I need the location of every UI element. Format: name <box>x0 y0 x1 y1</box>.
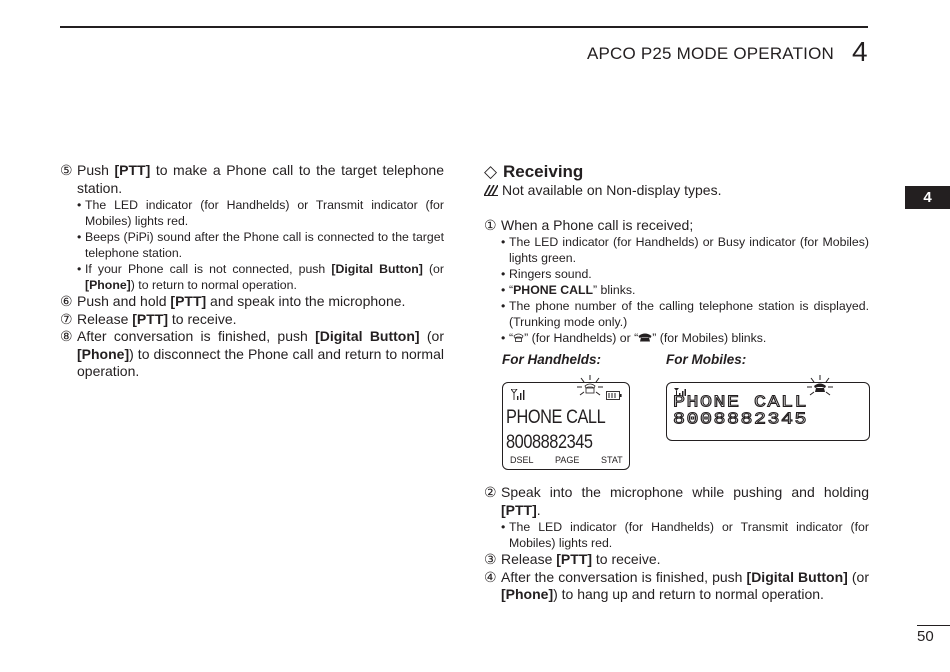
lcd-line-phone-call: PHONE CALL <box>506 407 606 428</box>
bullet-item <box>484 298 869 330</box>
header-rule <box>60 26 868 28</box>
handheld-phone-icon <box>576 375 604 401</box>
step-number-icon: ④ <box>484 568 497 585</box>
emphasis-text: [Digital Button] <box>331 262 423 276</box>
body-text: The LED indicator (for Handhelds) or Transmit indicator (for Mobiles) lights red. <box>85 198 444 228</box>
section-title: Receiving <box>503 162 584 181</box>
step-item <box>60 293 444 311</box>
step-number-icon: ① <box>484 216 497 233</box>
handheld-lcd-display <box>502 382 630 470</box>
body-text: Release <box>501 551 557 567</box>
mobile-phone-icon <box>638 331 652 345</box>
left-column <box>60 162 444 381</box>
emphasis-text: [PTT] <box>170 293 207 309</box>
mobile-lcd-display <box>666 382 870 441</box>
emphasis-text: [PTT] <box>132 310 169 327</box>
battery-icon <box>606 391 622 400</box>
bullet-icon: • <box>77 230 82 244</box>
emphasis-text: [PTT] <box>114 162 151 178</box>
bullet-icon: • <box>501 520 506 534</box>
bullet-item <box>60 261 444 293</box>
body-text: to receive. <box>592 551 661 567</box>
right-column <box>484 162 869 346</box>
body-text: The phone number of the calling telephone station is displayed. (Trunking mode only.) <box>509 299 869 329</box>
emphasis-text: [PTT] <box>501 501 537 518</box>
softkey-stat: STAT <box>601 455 623 465</box>
emphasis-text: [Digital Button] <box>746 568 848 585</box>
softkey-dsel: DSEL <box>510 455 534 465</box>
body-text: Push and hold <box>77 293 171 309</box>
body-text: ) to hang up and return to normal operation. <box>553 586 824 602</box>
body-text: (or <box>847 568 870 585</box>
lcd-line-phone-number: 8008882345 <box>506 432 593 453</box>
body-text: ) to return to normal operation. <box>130 278 297 292</box>
bullet-item <box>60 229 444 261</box>
chapter-side-tab: 4 <box>905 186 950 209</box>
body-text: The LED indicator (for Handhelds) or Transmit indicator (for Mobiles) lights red. <box>509 520 869 550</box>
bullet-icon: • <box>501 331 506 345</box>
step-item <box>60 162 444 197</box>
body-text: ” (for Mobiles) blinks. <box>652 331 767 345</box>
bullet-icon: • <box>501 235 506 249</box>
lcd-line-phone-call: PHONE CALL <box>673 393 809 413</box>
bullet-icon: • <box>77 198 82 212</box>
emphasis-text: [Digital Button] <box>315 328 420 344</box>
emphasis-text: [Phone] <box>501 586 554 602</box>
step-item <box>484 484 869 519</box>
emphasis-text: PHONE CALL <box>513 283 594 297</box>
availability-note <box>484 182 869 200</box>
mobile-phone-icon <box>806 375 834 401</box>
chapter-number: 4 <box>852 36 868 67</box>
step-number-icon: ⑦ <box>60 310 73 327</box>
body-text: Release <box>77 310 133 327</box>
body-text: (or <box>419 328 444 344</box>
step-number-icon: ② <box>484 484 497 500</box>
body-text: If your Phone call is not connected, push <box>85 262 332 276</box>
signal-strength-icon <box>511 389 525 400</box>
page-header-title: APCO P25 MODE OPERATION <box>586 44 834 63</box>
step-number-icon: ③ <box>484 551 497 567</box>
softkey-page: PAGE <box>555 455 580 465</box>
body-text: Ringers sound. <box>509 267 592 281</box>
bullet-item <box>60 197 444 229</box>
step-item <box>484 551 869 569</box>
step-number-icon: ⑥ <box>60 293 73 309</box>
bullet-icon: • <box>501 283 506 297</box>
right-column-continued <box>484 484 869 604</box>
body-text: to receive. <box>168 310 237 327</box>
bullet-icon: • <box>501 299 506 313</box>
bullet-item <box>484 519 869 551</box>
body-text: Speak into the microphone while pushing and holding <box>501 484 869 500</box>
step-item <box>60 311 444 329</box>
step-item <box>60 328 444 381</box>
figure-label-mobiles: For Mobiles: <box>666 352 747 367</box>
bullet-item <box>484 234 869 266</box>
body-text: Beeps (PiPi) sound after the Phone call is connected to the target telephone station. <box>85 230 444 260</box>
step-item <box>484 217 869 235</box>
hatched-note-icon <box>484 185 498 196</box>
body-text: After conversation is finished, push <box>77 328 316 344</box>
body-text: and speak into the microphone. <box>206 293 406 309</box>
step-number-icon: ⑤ <box>60 162 73 178</box>
bullet-item <box>484 266 869 282</box>
body-text: Push <box>77 162 115 178</box>
step-item <box>484 569 869 604</box>
lcd-line-phone-number: 8008882345 <box>673 410 809 430</box>
body-text: When a Phone call is received; <box>501 216 694 233</box>
bullet-item <box>484 330 869 346</box>
handheld-phone-icon <box>513 331 524 345</box>
note-text: Not available on Non-display types. <box>502 182 722 198</box>
diamond-icon: ◇ <box>484 162 498 181</box>
figure-label-handhelds: For Handhelds: <box>502 352 602 367</box>
body-text: ” (for Handhelds) or “ <box>524 331 639 345</box>
receive-steps <box>484 217 869 347</box>
emphasis-text: [Phone] <box>77 345 130 362</box>
body-text: After the conversation is finished, push <box>501 568 747 585</box>
body-text: (or <box>422 262 444 276</box>
bullet-item <box>484 282 869 298</box>
page-number-rule <box>917 625 950 626</box>
body-text: ) to disconnect the Phone call and return to normal operation. <box>77 345 444 379</box>
bullet-icon: • <box>77 262 82 276</box>
section-heading <box>484 162 869 182</box>
body-text: The LED indicator (for Handhelds) or Busy indicator (for Mobiles) lights green. <box>509 235 869 265</box>
emphasis-text: [Phone] <box>85 278 131 292</box>
body-text: . <box>536 501 541 518</box>
page-number: 50 <box>917 628 934 645</box>
bullet-icon: • <box>501 267 506 281</box>
body-text: “ <box>509 283 514 297</box>
body-text: to make a Phone call to the target telephone station. <box>77 162 444 196</box>
emphasis-text: [PTT] <box>556 551 593 567</box>
step-number-icon: ⑧ <box>60 328 73 344</box>
body-text: “ <box>509 331 514 345</box>
body-text: ” blinks. <box>593 283 636 297</box>
